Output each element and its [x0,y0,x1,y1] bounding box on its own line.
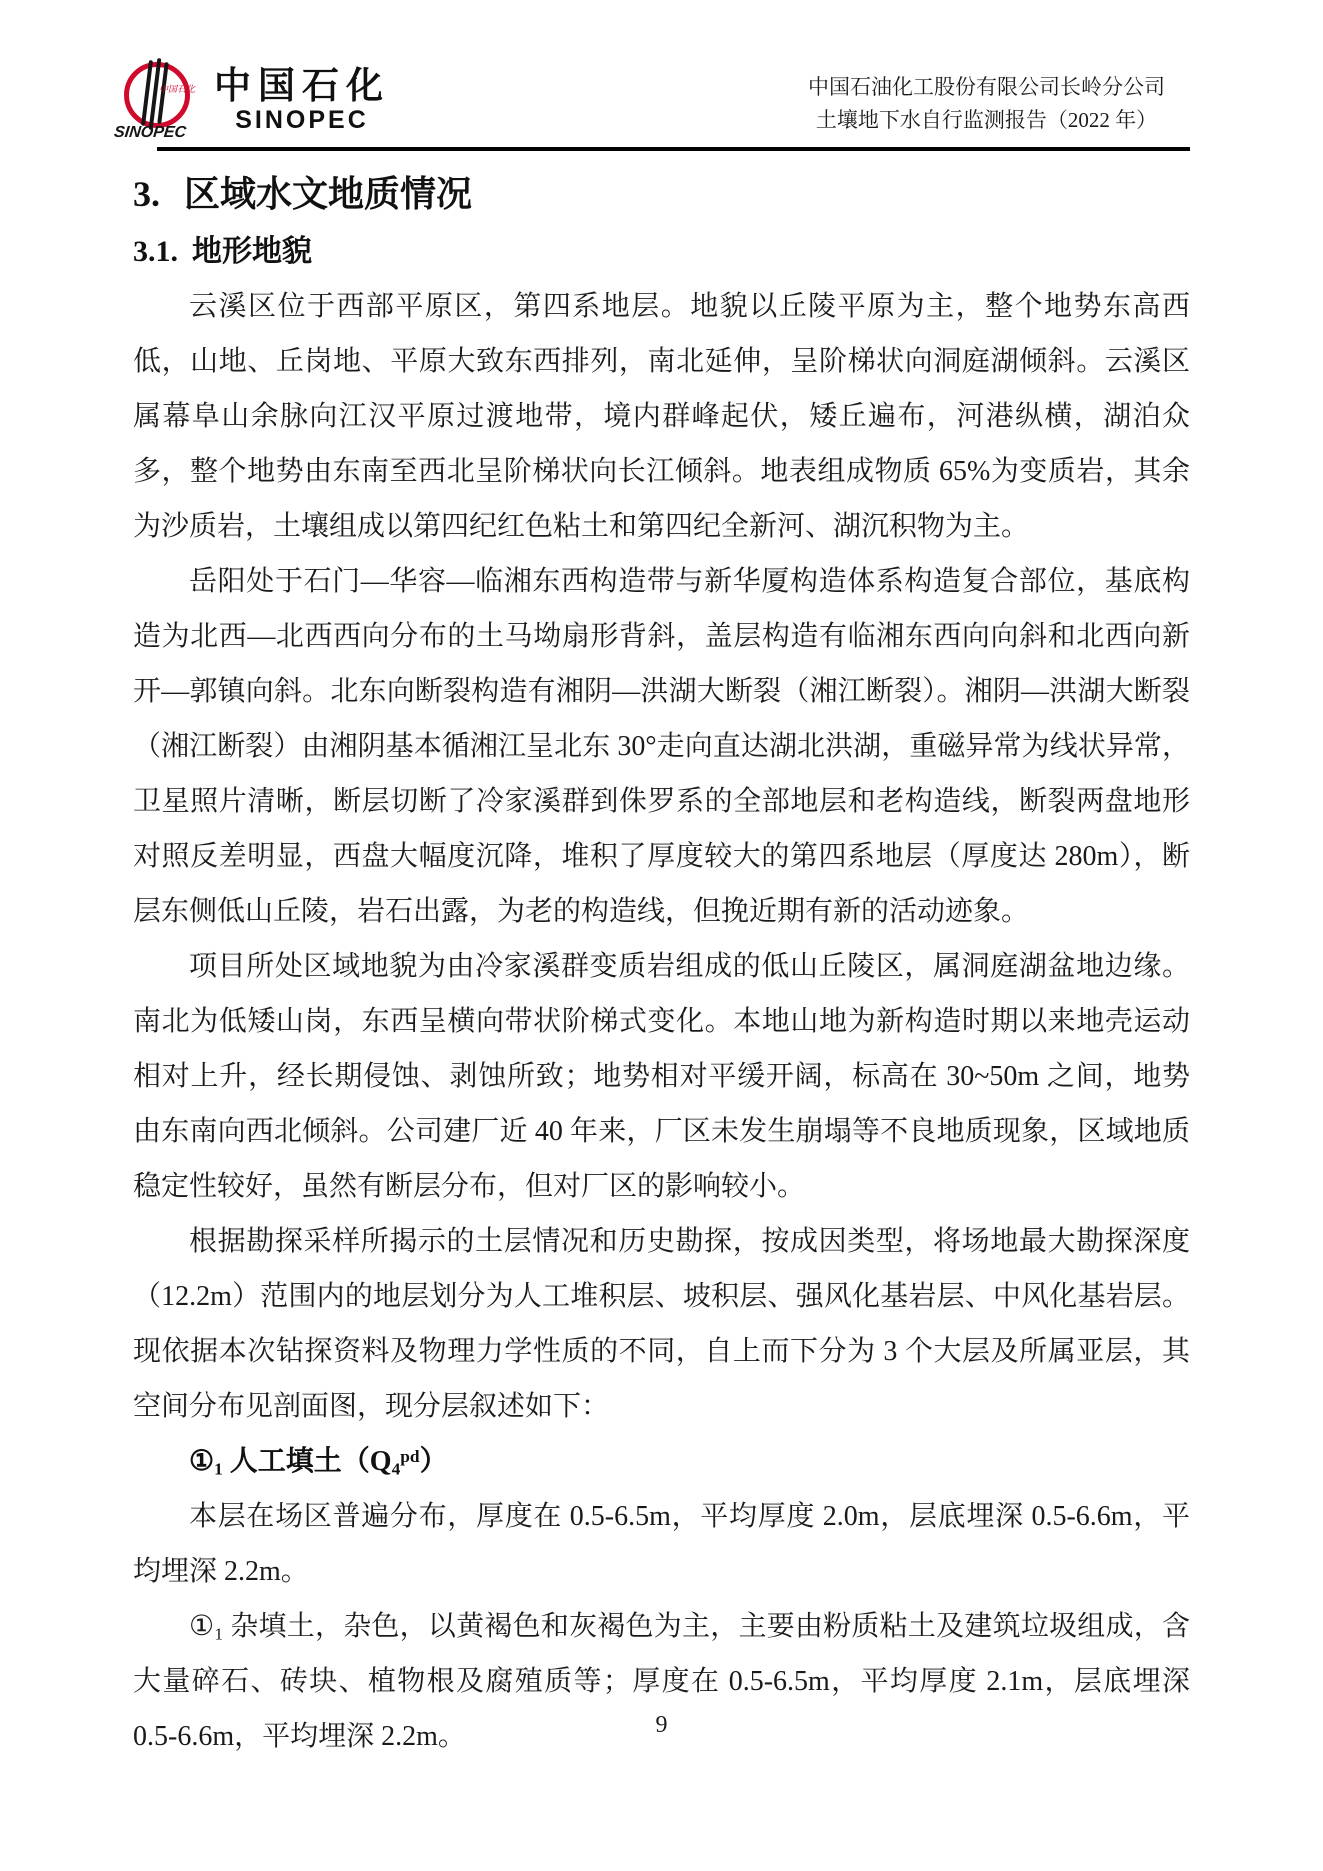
brand-text [214,66,390,134]
layer-heading-q-subscript: 4 [391,1459,401,1479]
paragraph-tectonics: 岳阳处于石门—华容—临湘东西构造带与新华厦构造体系构造复合部位，基底构造为北西—北西西向分布的土马坳扇形背斜，盖层构造有临湘东西向向斜和北西向新开—郭镇向斜。北东向断裂构造有湘阴—洪湖大断裂（湘江断裂）。湘阴—洪湖大断裂（湘江断裂）由湘阴基本循湘江呈北东 30°走向直达湖北洪湖，重磁异常为线状异常，卫星照片清晰，断层切断了冷家溪群到侏罗系的全部地层和老构造线，断裂两盘地形对照反差明显，西盘大幅度沉降，堆积了厚度较大的第四系地层（厚度达 280m），断层东侧低山丘陵，岩石出露，为老的构造线，但挽近期有新的活动迹象。 [133,566,1190,927]
sublayer-text: 杂填土，杂色，以黄褐色和灰褐色为主，主要由粉质粘土及建筑垃圾组成，含大量碎石、砖块、植物根及腐殖质等；厚度在 0.5-6.5m，平均厚度 2.1m，层底埋深 0.5-6.6m，平均埋深 2.2m。 [133,1611,1190,1752]
page-header [0,0,1323,147]
page-number: 9 [655,1712,668,1738]
paragraph-geomorphology: 云溪区位于西部平原区，第四系地层。地貌以丘陵平原为主，整个地势东高西低，山地、丘岗地、平原大致东西排列，南北延伸，呈阶梯状向洞庭湖倾斜。云溪区属幕阜山余脉向江汉平原过渡地带，境内群峰起伏，矮丘遍布，河港纵横，湖泊众多，整个地势由东南至西北呈阶梯状向长江倾斜。地表组成物质 65%为变质岩，其余为沙质岩，土壤组成以第四纪红色粘土和第四纪全新河、湖沉积物为主。 [133,291,1190,542]
brand-name-en: SINOPEC [235,106,369,134]
section-heading-text: 地形地貌 [192,235,312,268]
layer-heading-circled-number: ① [189,1446,215,1477]
sublayer-circled-number: ① [189,1611,215,1642]
page-title [133,171,1190,217]
paragraph-stratum-overview: 根据勘探采样所揭示的土层情况和历史勘探，按成因类型，将场地最大勘探深度（12.2m）范围内的地层划分为人工堆积层、坡积层、强风化基岩层、中风化基岩层。现依据本次钻探资料及物理力学性质的不同，自上而下分为 3 个大层及所属亚层，其空间分布见剖面图，现分层叙述如下： [133,1226,1190,1422]
sinopec-logo-icon [112,58,200,142]
layer-heading-circled-sub: 1 [214,1459,223,1479]
page-title-text: 区域水文地质情况 [184,174,473,214]
header-company-line: 中国石油化工股份有限公司长岭分公司 [808,75,1165,99]
header-meta [808,58,1165,137]
document-body [133,279,1190,1764]
logo-mark-wordmark: SINOPEC [113,124,187,141]
paragraph-site-landform: 项目所处区域地貌为由冷家溪群变质岩组成的低山丘陵区，属洞庭湖盆地边缘。南北为低矮山岗，东西呈横向带状阶梯式变化。本地山地为新构造时期以来地壳运动相对上升，经长期侵蚀、剥蚀所致；地势相对平缓开阔，标高在 30~50m 之间，地势由东南向西北倾斜。公司建厂近 40 年来，厂区未发生崩塌等不良地质现象，区域地质稳定性较好，虽然有断层分布，但对厂区的影响较小。 [133,951,1190,1202]
brand-name-cn: 中国石化 [214,65,390,106]
header-report-line: 土壤地下水自行监测报告（2022 年） [815,108,1158,132]
paragraph-layer-description: 本层在场区普遍分布，厚度在 0.5-6.5m，平均厚度 2.0m，层底埋深 0.5-6.6m，平均埋深 2.2m。 [133,1501,1190,1587]
logo-inner-text: 中国石化 [159,84,196,94]
page-footer [0,1712,1323,1739]
layer-heading-text: 人工填土（Q [222,1446,392,1477]
sublayer-circled-sub: 1 [214,1624,224,1644]
page-title-number: 3. [133,174,160,214]
section-heading-number: 3.1. [133,235,178,268]
section-heading [133,233,1190,271]
layer-heading [133,1434,1190,1489]
layer-heading-q-superscript: pd [400,1447,420,1467]
sinopec-logo [112,58,390,142]
layer-heading-closing: ） [419,1446,448,1477]
paragraph-sublayer-description [133,1599,1190,1764]
header-rule [157,147,1190,151]
